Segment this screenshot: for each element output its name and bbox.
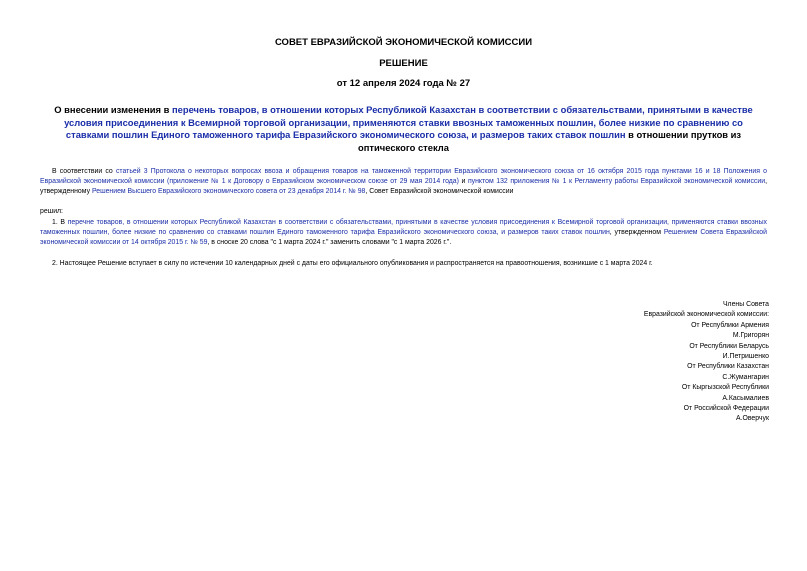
document-subject — [52, 104, 755, 154]
signature-line: А.Оверчук — [735, 415, 769, 423]
link-commission-regulation[interactable]: пунктами 16 и 18 Положения о Евразийской экономической комиссии (приложение № 1 к Договору о Евразийском экономическом союзе от 29 мая 2014 года) — [40, 168, 767, 185]
preamble-text-a: В соответствии со — [52, 168, 116, 175]
signature-line: Евразийской экономической комиссии: — [643, 311, 769, 319]
document-type: РЕШЕНИЕ — [379, 58, 428, 69]
organization-title: СОВЕТ ЕВРАЗИЙСКОЙ ЭКОНОМИЧЕСКОЙ КОМИССИИ — [274, 37, 533, 48]
subject-text-1: О внесении изменения в — [54, 104, 172, 115]
clause-1-text-a: 1. В — [52, 219, 68, 226]
signature-line: От Республики Армения — [691, 321, 769, 329]
preamble-paragraph — [40, 167, 767, 197]
signatures-block — [644, 300, 769, 425]
subject-text-2: в отношении прутков из оптического стекла — [358, 129, 742, 153]
link-supreme-council-decision[interactable]: Решением Высшего Евразийского экономического совета от 23 декабря 2014 г. № 98 — [91, 188, 366, 195]
resolved-label: решил: — [40, 208, 63, 215]
signature-line: От Республики Казахстан — [687, 363, 769, 371]
signature-line: С.Жумангарин — [722, 373, 769, 381]
link-council-decision-59[interactable]: Решением Совета Евразийской экономической комиссии от 14 октября 2015 г. № 59 — [40, 229, 767, 246]
preamble-text-e: , Совет Евразийской экономической комиссии — [365, 188, 514, 195]
signature-line: Члены Совета — [722, 301, 769, 308]
link-goods-list[interactable]: перечне товаров, в отношении которых Республикой Казахстан в соответствии с обязательствами, принятыми в качестве условия присоединения к Всемирной торговой организации, применяются ставки ввозных таможенных пошлин, более низкие по сравнению со ставками пошлин Единого таможенного тарифа Евразийского экономического союза, и размеров таких ставок пошлин — [40, 219, 767, 236]
signature-line: От Российской Федерации — [683, 405, 769, 413]
link-protocol-article-3[interactable]: статьей 3 Протокола о некоторых вопросах ввоза и обращения товаров на таможенной территории Евразийского экономического союза от 16 октября 2015 года — [115, 168, 659, 175]
clause-1-paragraph — [40, 218, 767, 248]
signature-line: От Республики Беларусь — [689, 342, 769, 350]
clause-1-text-c: , в сноске 20 слова "с 1 марта 2024 г." заменить словами "с 1 марта 2026 г.". — [207, 239, 452, 246]
signature-line: И.Петришенко — [722, 353, 769, 361]
preamble-text-d: , утвержденному — [40, 178, 767, 195]
signature-line: А.Касымалиев — [722, 394, 769, 402]
subject-link-list[interactable]: перечень товаров, в отношении которых Республикой Казахстан в соответствии с обязательствами, принятыми в качестве условия присоединения к Всемирной торговой организации, применяются ставки ввозных таможенных пошлин, более низкие по сравнению со ставками пошлин Единого таможенного тарифа Евразийского экономического союза, и размеров таких ставок пошлин — [64, 104, 753, 140]
preamble-text-c: и — [458, 178, 468, 185]
link-work-rules-132[interactable]: пунктом 132 приложения № 1 к Регламенту работы Евразийской экономической комиссии — [467, 178, 766, 185]
signature-line: От Кыргызской Республики — [681, 384, 769, 392]
document-date-number: от 12 апреля 2024 года № 27 — [336, 78, 471, 89]
signature-line: М.Григорян — [732, 332, 769, 340]
clause-1-text-b: , утвержденном — [609, 229, 664, 236]
clause-2-paragraph: 2. Настоящее Решение вступает в силу по истечении 10 календарных дней с даты его официального опубликования и распространяется на правоотношения, возникшие с 1 марта 2024 г. — [52, 260, 653, 267]
